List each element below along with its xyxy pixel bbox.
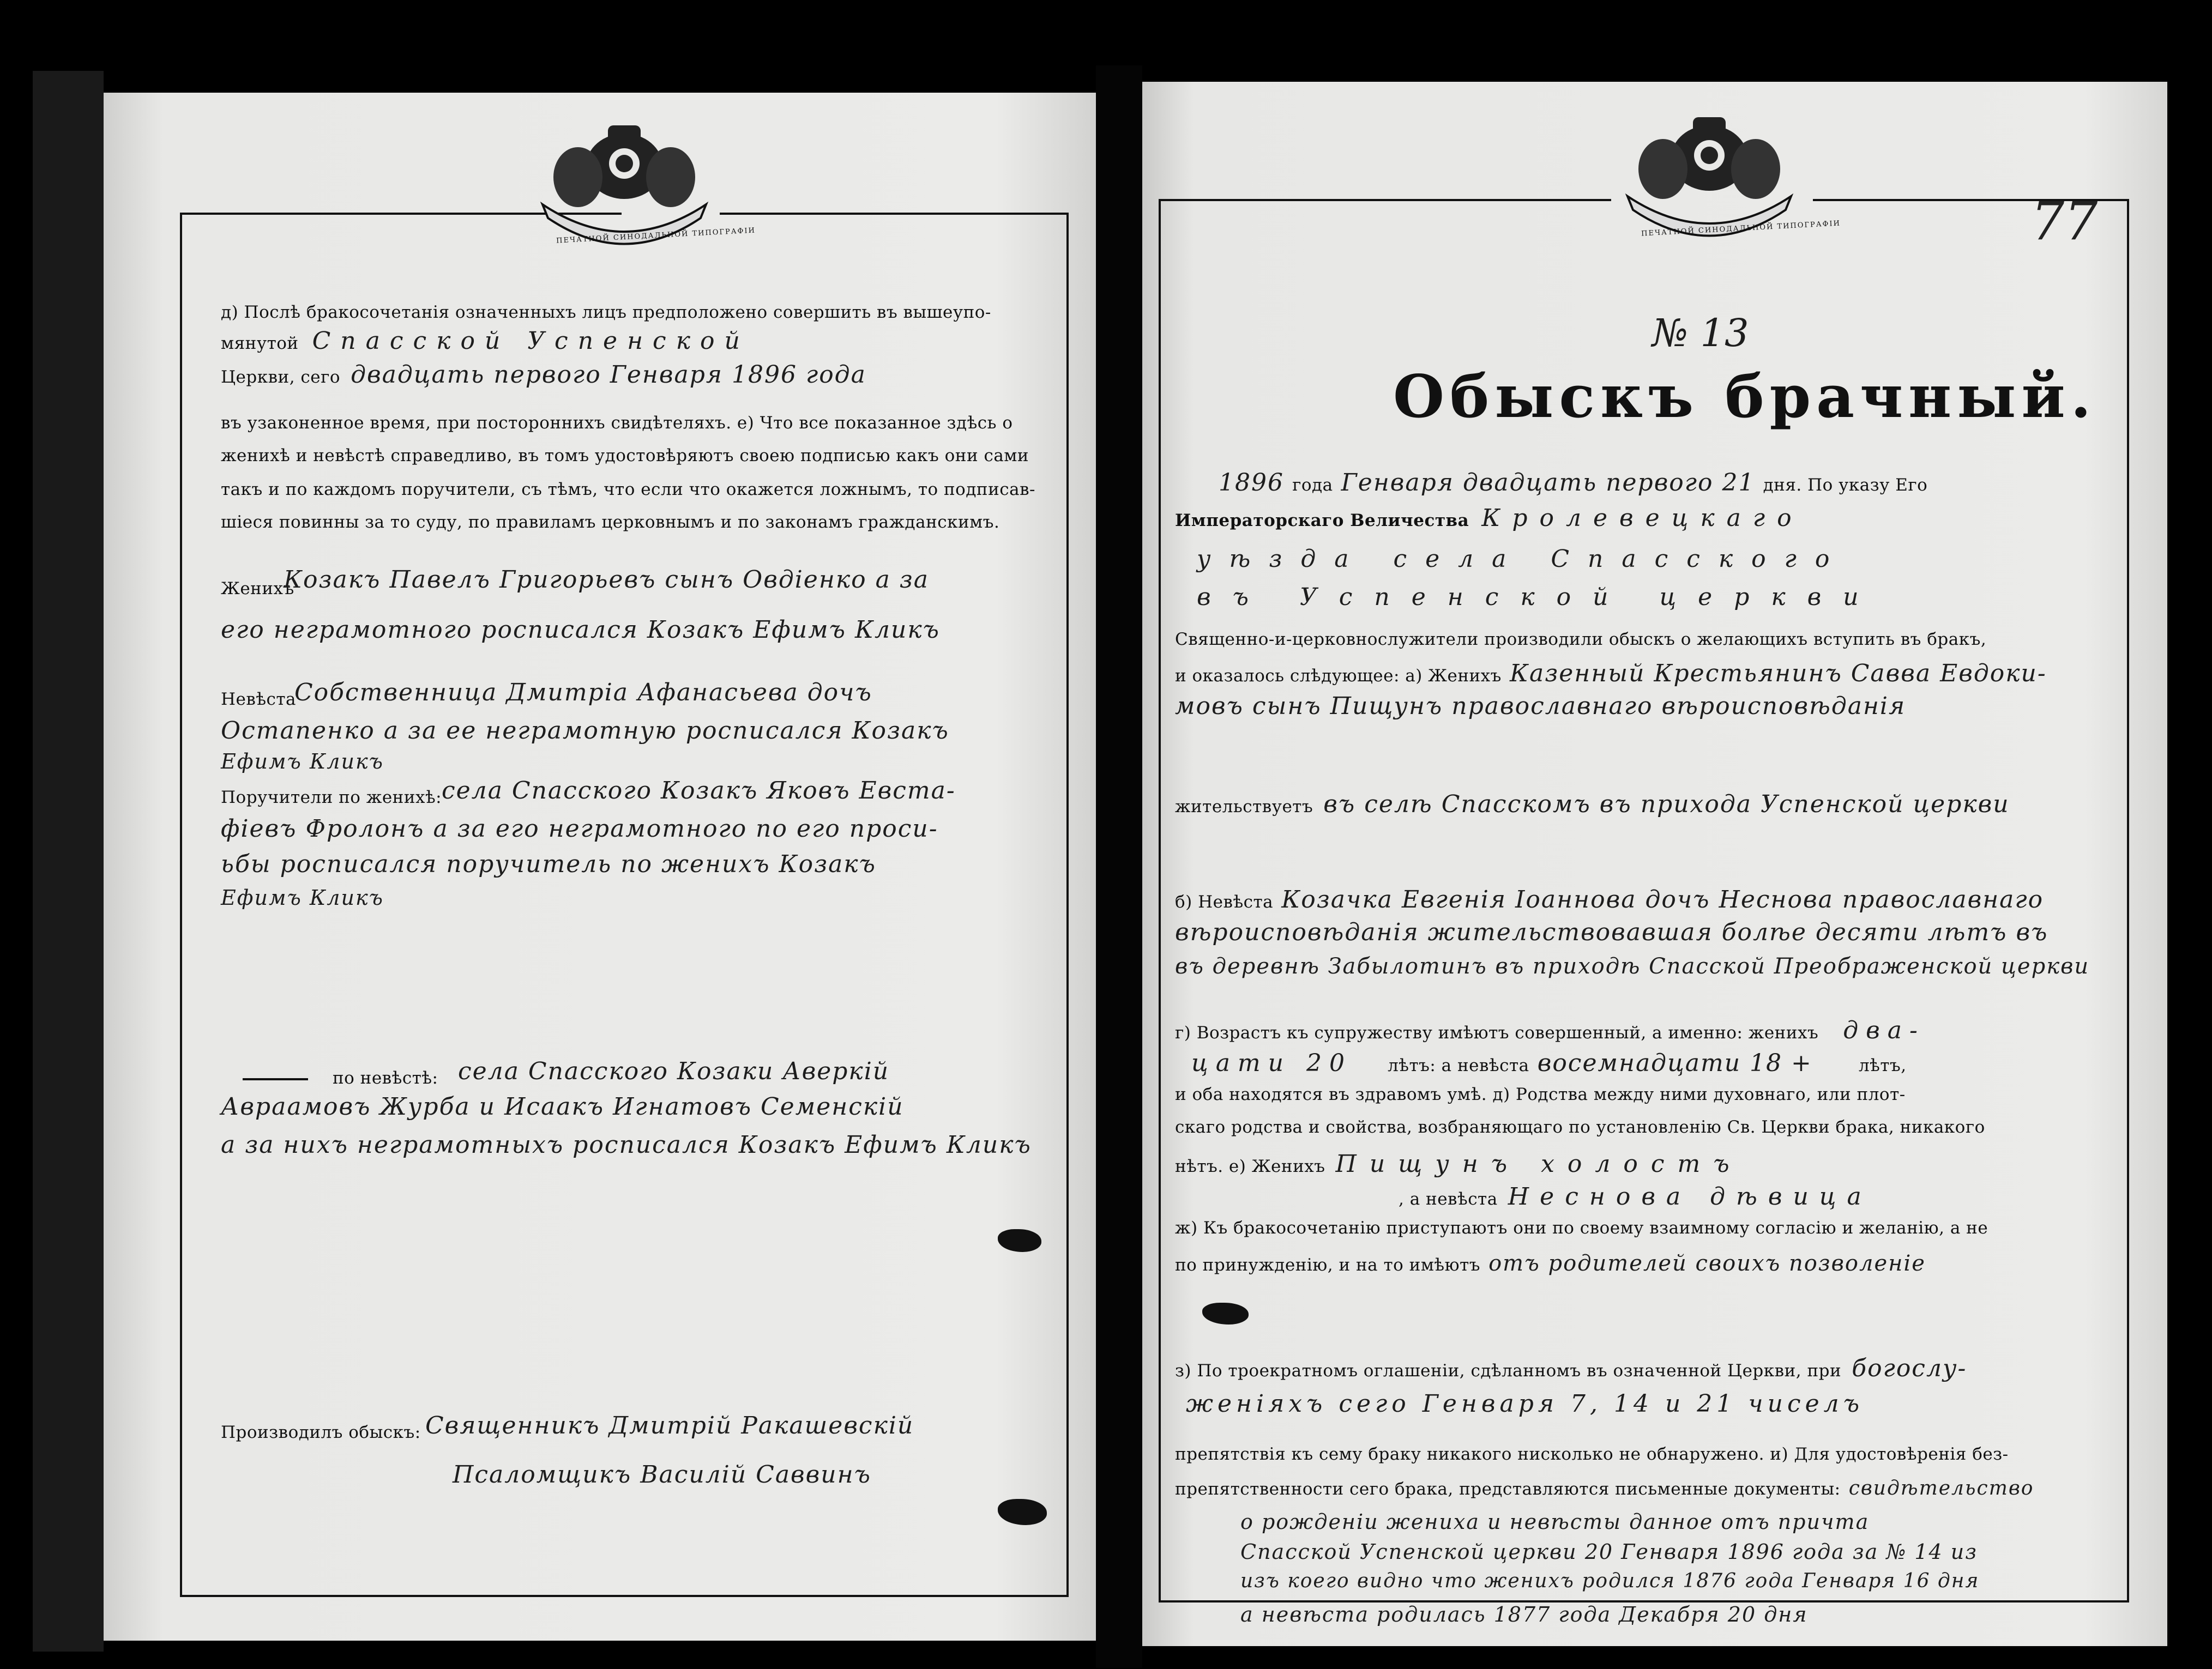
left-line-1: д) Послѣ бракосочетанія означенныхъ лицъ предположено совершить въ вышеупо- [221, 303, 991, 322]
consent-row-2-hand: отъ родителей своихъ позволеніе [1488, 1251, 1926, 1276]
status-row-2-print: , а невѣста [1399, 1189, 1498, 1209]
left-line-3-print: Церкви, сего [221, 367, 341, 387]
banns-row-1-print: з) По троекратномъ оглашеніи, сдѣланномъ въ означенной Церкви, при [1175, 1361, 1842, 1381]
bride-line-2: Остапенко а за ее неграмотную росписался Козакъ [221, 717, 949, 745]
consent-row-1: ж) Къ бракосочетанію приступаютъ они по своему взаимному согласію и желанію, а не [1175, 1218, 1988, 1238]
date-print-2: дня. По указу Его [1763, 475, 1928, 495]
guarantors-bride-line-2: Авраамовъ Журба и Исаакъ Игнатовъ Семенскій [221, 1093, 904, 1121]
groom-label: Женихъ [221, 579, 294, 598]
age-row-2-hand-1: цати 20 [1191, 1049, 1352, 1077]
guarantors-groom-line-2: фіевъ Фролонъ а за его неграмотного по его проси- [221, 815, 938, 843]
right-frame-right [2127, 199, 2129, 1603]
banns-row-1 [1175, 1354, 1967, 1382]
majesty-print: Императорскаго Величества [1175, 511, 1469, 530]
document-line-4: а невѣста родилась 1877 года Декабря 20 дня [1240, 1603, 1808, 1626]
document-line-2: Спасской Успенской церкви 20 Генваря 1896 года за № 14 из [1240, 1540, 1978, 1564]
ink-blot [998, 1499, 1047, 1525]
left-frame-top-right [720, 213, 1069, 215]
date-line [1219, 469, 1927, 497]
guarantors-bride-line-3: а за нихъ неграмотныхъ росписался Козакъ Ефимъ Кликъ [221, 1131, 1032, 1159]
left-line-7: шіеся повинны за то суду, по правиламъ церковнымъ и по законамъ гражданскимъ. [221, 512, 1000, 532]
performed-by-label: Производилъ обыскъ: [221, 1423, 421, 1442]
bride-guarantors-dash [243, 1078, 308, 1080]
left-frame-bottom [180, 1595, 1069, 1597]
age-row-1-print: г) Возрастъ къ супружеству имѣютъ совершенный, а именно: женихъ [1175, 1023, 1819, 1043]
groom-line-2: его неграмотного росписался Козакъ Ефимъ Кликъ [221, 616, 940, 644]
left-line-4: въ узаконенное время, при постороннихъ свидѣтеляхъ. е) Что все показанное здѣсь о [221, 413, 1013, 433]
left-frame-left [180, 213, 182, 1597]
date-hand: Генваря двадцать первого 21 [1341, 469, 1755, 497]
document-title: Обыскъ брачный. [1393, 362, 2097, 431]
document-line-3: изъ коего видно что женихъ родился 1876 года Генваря 16 дня [1240, 1570, 1980, 1592]
bride-line-1: Собственница Дмитріа Афанасьева дочъ [294, 679, 872, 706]
status-row-print: нѣтъ. е) Женихъ [1175, 1157, 1325, 1176]
left-page [104, 93, 1096, 1641]
age-row-1 [1175, 1017, 1925, 1044]
left-line-3 [221, 361, 866, 389]
majesty-line [1175, 504, 1804, 532]
consent-row-2 [1175, 1251, 1926, 1276]
banns-row-4-print: препятственности сего брака, представляются письменные документы: [1175, 1479, 1841, 1499]
performed-by-line-2: Псаломщикъ Василій Саввинъ [453, 1461, 871, 1489]
guarantors-bride-label: по невѣстѣ: [333, 1068, 438, 1088]
right-page [1142, 82, 2167, 1646]
banns-row-4 [1175, 1477, 2034, 1499]
age-row-3: и оба находятся въ здравомъ умѣ. д) Родства между ними духовнаго, или плот- [1175, 1085, 1906, 1104]
bride-row-print: б) Невѣста [1175, 892, 1274, 912]
ink-blot [998, 1229, 1041, 1252]
left-line-5: женихѣ и невѣстѣ справедливо, въ томъ удостовѣряютъ своею подписью какъ они сами [221, 446, 1029, 465]
date-year: 1896 [1219, 469, 1284, 497]
left-line-6: такъ и по каждомъ поручители, съ тѣмъ, что если что окажется ложнымъ, то подписав- [221, 480, 1036, 499]
date-print-1: года [1292, 475, 1333, 495]
groom-row [1175, 660, 2047, 687]
left-book-edge [33, 71, 104, 1652]
banns-row-1-hand: богослу- [1852, 1354, 1967, 1382]
age-row-2 [1191, 1049, 1907, 1077]
age-row-4: скаго родства и свойства, возбраняющаго по установленію Св. Церкви брака, никакого [1175, 1117, 1985, 1137]
majesty-hand: Кролевецкаго [1481, 504, 1804, 532]
guarantors-groom-label: Поручители по женихѣ: [221, 788, 442, 807]
clergy-line: Священно-и-церковнослужители производили обыскъ о желающихъ вступить въ бракъ, [1175, 630, 1987, 649]
left-line-2-hand: Спасской Успенской [312, 327, 750, 355]
groom-row-print: и оказалось слѣдующее: а) Женихъ [1175, 666, 1502, 686]
left-line-3-hand: двадцать первого Генваря 1896 года [351, 361, 866, 389]
residence-row [1175, 790, 2010, 818]
ink-blot [1202, 1303, 1249, 1325]
church-line: въ Успенской церкви [1197, 583, 1880, 611]
uezd-line: уѣзда села Спасского [1197, 545, 1848, 573]
status-row [1175, 1150, 1743, 1178]
guarantors-bride-line-1: села Спасского Козаки Аверкій [458, 1057, 890, 1085]
right-frame-top [1159, 199, 1611, 201]
guarantors-groom-line-3: ьбы росписался поручитель по женихъ Козакъ [221, 850, 876, 878]
bride-row-hand: Козачка Евгенія Іоаннова дочъ Неснова православнаго [1281, 886, 2044, 914]
guarantors-groom-line-4: Ефимъ Кликъ [221, 886, 384, 910]
groom-line-1: Козакъ Павелъ Григорьевъ сынъ Овдіенко а за [284, 566, 930, 594]
right-frame-left [1159, 199, 1161, 1603]
bride-line-3: Ефимъ Кликъ [221, 749, 384, 773]
page-number: 77 [2031, 191, 2098, 252]
bride-row [1175, 886, 2044, 914]
bride-row-2: вѣроисповѣданія жительствовавшая болѣе десяти лѣтъ въ [1175, 918, 2048, 946]
document-line-1: о рожденіи жениха и невѣсты данное отъ причта [1240, 1510, 1870, 1534]
residence-hand: въ селѣ Спасскомъ въ прихода Успенской церкви [1323, 790, 2010, 818]
center-gutter [1096, 65, 1142, 1668]
status-row-hand: Пищунъ холостъ [1335, 1150, 1743, 1178]
left-line-2 [221, 327, 750, 355]
groom-row-hand: Казенный Крестьянинъ Савва Евдоки- [1509, 660, 2047, 687]
left-line-2-print: мянутой [221, 334, 299, 353]
residence-print: жительствуетъ [1175, 797, 1313, 817]
left-frame-right [1066, 213, 1069, 1597]
bride-row-3: въ деревнѣ Забылотинъ въ приходѣ Спасской Преображенской церкви [1175, 954, 2090, 979]
groom-row-2: мовъ сынъ Пищунъ православнаго вѣроисповѣданія [1175, 692, 1906, 720]
guarantors-groom-line-1: села Спасского Козакъ Яковъ Евста- [442, 777, 956, 805]
consent-row-2-print: по принужденію, и на то имѣютъ [1175, 1255, 1480, 1275]
age-row-2-print-2: лѣтъ, [1858, 1056, 1907, 1075]
status-row-2-hand: Неснова дѣвица [1508, 1183, 1872, 1211]
age-row-1-hand: два- [1843, 1017, 1925, 1044]
status-row-2 [1399, 1183, 1872, 1211]
left-crest-text: ПЕЧАТНОЙ СИНОДАЛЬНОЙ ТИПОГРАФІИ [556, 226, 756, 245]
banns-row-3: препятствія къ сему браку никакого нисколько не обнаружено. и) Для удостовѣренія без- [1175, 1444, 2009, 1464]
record-number: № 13 [1652, 311, 1749, 355]
age-row-2-hand-2: восемнадцати 18 + [1537, 1049, 1812, 1077]
right-crest-text: ПЕЧАТНОЙ СИНОДАЛЬНОЙ ТИПОГРАФІИ [1641, 219, 1841, 238]
performed-by-line-1: Священникъ Дмитрій Ракашевскій [425, 1412, 914, 1440]
banns-row-4-hand: свидѣтельство [1848, 1477, 2034, 1499]
age-row-2-print-1: лѣтъ: а невѣста [1388, 1056, 1529, 1075]
bride-label: Невѣста [221, 690, 297, 709]
banns-row-2: женіяхъ сего Генваря 7, 14 и 21 чиселъ [1186, 1390, 1864, 1418]
